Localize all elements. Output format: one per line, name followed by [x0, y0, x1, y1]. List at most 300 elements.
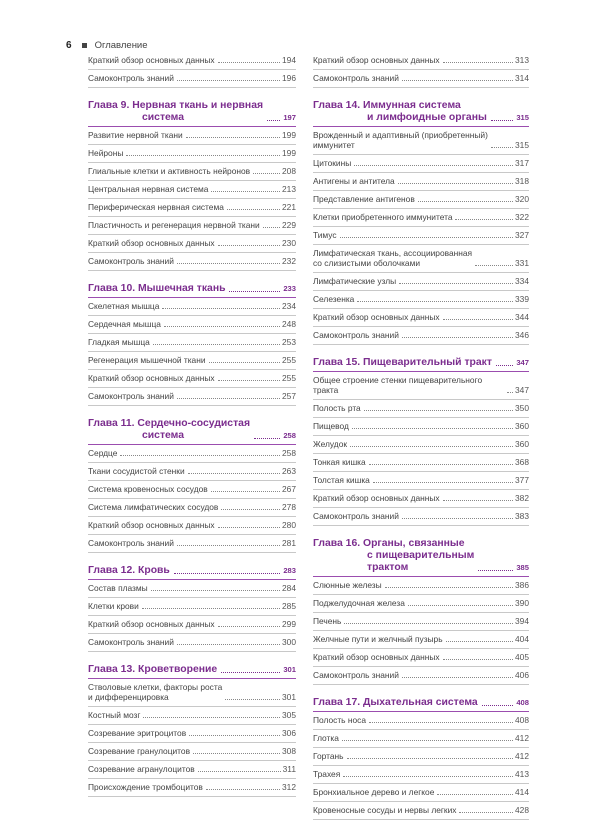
toc-entry-title: Нейроны	[88, 148, 124, 158]
dot-leader	[478, 570, 513, 571]
toc-entry[interactable]	[313, 372, 529, 400]
toc-entry-title: Самоконтроль знаний	[88, 637, 174, 647]
dot-leader	[253, 173, 280, 174]
toc-entry[interactable]	[313, 209, 529, 227]
toc-entry[interactable]	[313, 327, 529, 345]
page-ref: 213	[282, 184, 296, 194]
dot-leader	[402, 518, 513, 519]
dot-leader	[174, 573, 281, 574]
toc-entry-title: Центральная нервная система	[88, 184, 209, 194]
toc-entry[interactable]	[313, 631, 529, 649]
toc-entry[interactable]	[313, 52, 529, 70]
toc-entry-title: Пластичность и регенерация нервной ткани	[88, 220, 260, 230]
dot-leader	[408, 605, 513, 606]
page-ref: 255	[282, 355, 296, 365]
toc-entry[interactable]	[88, 743, 296, 761]
toc-entry-title: Лимфатические узлы	[313, 276, 397, 286]
toc-entry[interactable]	[313, 191, 529, 209]
chapter-title	[88, 100, 263, 124]
toc-entry-title: Желчные пути и желчный пузырь	[313, 634, 443, 644]
dot-leader	[153, 344, 280, 345]
toc-entry[interactable]	[88, 181, 296, 199]
toc-entry[interactable]	[313, 400, 529, 418]
toc-entry-title: Развитие нервной ткани	[88, 130, 183, 140]
dot-leader	[198, 771, 281, 772]
toc-entry-title: Цитокины	[313, 158, 352, 168]
dot-leader	[369, 722, 513, 723]
page-ref: 314	[515, 73, 529, 83]
toc-entry-title: Краткий обзор основных данных	[88, 373, 215, 383]
toc-entry-title: Клетки приобретенного иммунитета	[313, 212, 453, 222]
dot-leader	[267, 120, 280, 121]
page-ref: 267	[282, 484, 296, 494]
toc-entry[interactable]	[88, 779, 296, 797]
page-ref: 331	[515, 258, 529, 268]
dot-leader	[398, 183, 513, 184]
dot-leader	[177, 398, 280, 399]
page-ref: 368	[515, 457, 529, 467]
toc-entry-title: Слюнные железы	[313, 580, 382, 590]
page-ref: 311	[282, 764, 296, 774]
chapter-title-line: Глава 10. Мышечная ткань	[88, 283, 226, 294]
toc-entry[interactable]	[313, 490, 529, 508]
toc-entry-title: Краткий обзор основных данных	[313, 652, 440, 662]
chapter-title-line: Глава 11. Сердечно-сосудистая	[88, 418, 251, 429]
dot-leader	[209, 362, 281, 363]
toc-entry[interactable]	[88, 316, 296, 334]
toc-entry[interactable]	[313, 802, 529, 820]
toc-entry-title: Краткий обзор основных данных	[313, 493, 440, 503]
chapter-title-line: система	[142, 112, 185, 123]
dot-leader	[491, 147, 513, 148]
toc-entry-title: Краткий обзор основных данных	[88, 55, 215, 65]
page-ref: 258	[282, 448, 296, 458]
chapter-title	[313, 538, 474, 574]
dot-leader	[218, 626, 280, 627]
toc-entry[interactable]	[313, 508, 529, 526]
toc-entry[interactable]	[88, 235, 296, 253]
toc-entry-title: Стволовые клетки, факторы роста и дифференцировка	[88, 682, 223, 702]
page-ref: 233	[283, 284, 296, 293]
dot-leader	[218, 527, 280, 528]
page-ref: 305	[282, 710, 296, 720]
toc-entry-title: Гортань	[313, 751, 344, 761]
toc-entry-title: Антигены и антитела	[313, 176, 395, 186]
page-ref: 230	[282, 238, 296, 248]
page-header	[66, 40, 148, 51]
chapter-heading[interactable]	[313, 538, 529, 577]
toc-entry-title: Сердечная мышца	[88, 319, 161, 329]
toc-entry-title: Общее строение стенки пищеварительного тракта	[313, 375, 483, 395]
page-ref: 248	[282, 319, 296, 329]
toc-entry-title: Трахея	[313, 769, 341, 779]
toc-entry-title: Сердце	[88, 448, 118, 458]
toc-entry[interactable]	[88, 634, 296, 652]
toc-entry-title: Тимус	[313, 230, 337, 240]
toc-entry[interactable]	[88, 145, 296, 163]
dot-leader	[229, 291, 280, 292]
toc-entry[interactable]	[88, 679, 296, 707]
dot-leader	[218, 245, 280, 246]
toc-entry[interactable]	[313, 245, 529, 273]
toc-entry-title: Толстая кишка	[313, 475, 370, 485]
toc-entry-title: Краткий обзор основных данных	[313, 55, 440, 65]
toc-entry[interactable]	[88, 580, 296, 598]
chapter-heading[interactable]	[313, 697, 529, 712]
page-ref: 318	[515, 176, 529, 186]
toc-entry[interactable]	[313, 309, 529, 327]
toc-entry[interactable]	[88, 481, 296, 499]
page-ref: 278	[282, 502, 296, 512]
page-ref: 255	[282, 373, 296, 383]
page-ref: 317	[515, 158, 529, 168]
toc-entry[interactable]	[313, 577, 529, 595]
page-ref: 308	[282, 746, 296, 756]
toc-entry-title: Самоконтроль знаний	[88, 73, 174, 83]
dot-leader	[402, 80, 513, 81]
page-ref: 194	[282, 55, 296, 65]
page-ref: 412	[515, 751, 529, 761]
page-ref: 382	[515, 493, 529, 503]
toc-entry[interactable]	[313, 273, 529, 291]
page-ref: 234	[282, 301, 296, 311]
page-ref: 263	[282, 466, 296, 476]
dot-leader	[459, 812, 513, 813]
page-ref: 232	[282, 256, 296, 266]
page-ref: 346	[515, 330, 529, 340]
dot-leader	[227, 209, 280, 210]
dot-leader	[218, 380, 280, 381]
page-ref: 408	[515, 715, 529, 725]
page-ref: 344	[515, 312, 529, 322]
toc-entry-title: Представление антигенов	[313, 194, 415, 204]
chapter-title-line: трактом	[367, 562, 409, 573]
toc-entry[interactable]	[88, 463, 296, 481]
page-ref: 406	[515, 670, 529, 680]
chapter-title-line: Глава 13. Кроветворение	[88, 664, 218, 675]
toc-entry[interactable]	[88, 707, 296, 725]
toc-entry[interactable]	[88, 370, 296, 388]
toc-entry-title: Созревание гранулоцитов	[88, 746, 191, 756]
dot-leader	[218, 62, 280, 63]
dot-leader	[342, 740, 513, 741]
dot-leader	[206, 789, 280, 790]
page-ref: 300	[282, 637, 296, 647]
dot-leader	[344, 623, 513, 624]
toc-entry-title: Самоконтроль знаний	[88, 538, 174, 548]
toc-entry[interactable]	[313, 613, 529, 631]
dot-leader	[151, 590, 280, 591]
page-ref: 199	[282, 148, 296, 158]
page-ref: 339	[515, 294, 529, 304]
dot-leader	[177, 80, 280, 81]
page-ref: 386	[515, 580, 529, 590]
toc-entry-title: Гладкая мышца	[88, 337, 150, 347]
page-ref: 334	[515, 276, 529, 286]
toc-entry-title: Ткани сосудистой стенки	[88, 466, 185, 476]
toc-entry-title: Бронхиальное дерево и легкое	[313, 787, 435, 797]
page-ref: 322	[515, 212, 529, 222]
page-ref: 208	[282, 166, 296, 176]
toc-entry[interactable]	[313, 730, 529, 748]
toc-entry[interactable]	[313, 784, 529, 802]
dot-leader	[177, 545, 280, 546]
dot-leader	[186, 137, 280, 138]
chapter-title-line: система	[142, 430, 185, 441]
dot-leader	[369, 464, 513, 465]
toc-entry-title: Самоконтроль знаний	[313, 670, 399, 680]
toc-entry[interactable]	[313, 712, 529, 730]
toc-entry[interactable]	[313, 748, 529, 766]
chapter-title	[313, 697, 478, 709]
chapter-title-line: Глава 17. Дыхательная система	[313, 697, 478, 708]
dot-leader	[211, 191, 280, 192]
page-ref: 360	[515, 421, 529, 431]
page-ref: 394	[515, 616, 529, 626]
dot-leader	[189, 735, 280, 736]
page-ref: 327	[515, 230, 529, 240]
toc-entry-title: Краткий обзор основных данных	[313, 312, 440, 322]
toc-entry-title: Глотка	[313, 733, 339, 743]
toc-entry[interactable]	[88, 499, 296, 517]
toc-entry-title: Созревание агранулоцитов	[88, 764, 195, 774]
page-ref: 414	[515, 787, 529, 797]
toc-entry[interactable]	[88, 517, 296, 535]
page-ref: 283	[283, 566, 296, 575]
toc-entry-title: Самоконтроль знаний	[313, 73, 399, 83]
toc-entry[interactable]	[88, 616, 296, 634]
dot-leader	[402, 677, 513, 678]
dot-leader	[193, 753, 280, 754]
dot-leader	[340, 237, 513, 238]
dot-leader	[263, 227, 280, 228]
toc-entry[interactable]	[88, 334, 296, 352]
toc-entry-title: Самоконтроль знаний	[313, 511, 399, 521]
chapter-heading[interactable]	[88, 283, 296, 298]
page-ref: 377	[515, 475, 529, 485]
dot-leader	[507, 392, 513, 393]
page-ref: 306	[282, 728, 296, 738]
dot-leader	[443, 659, 513, 660]
page-ref: 404	[515, 634, 529, 644]
toc-column-right	[313, 52, 529, 820]
toc-entry-title: Самоконтроль знаний	[88, 256, 174, 266]
chapter-heading[interactable]	[313, 100, 529, 127]
chapter-heading[interactable]	[88, 418, 296, 445]
toc-entry[interactable]	[313, 436, 529, 454]
chapter-heading[interactable]	[88, 100, 296, 127]
page-ref: 253	[282, 337, 296, 347]
chapter-title-line: и лимфоидные органы	[367, 112, 487, 123]
toc-entry[interactable]	[88, 163, 296, 181]
dot-leader	[418, 201, 513, 202]
toc-entry-title: Полость рта	[313, 403, 361, 413]
page-ref: 412	[515, 733, 529, 743]
dot-leader	[177, 263, 280, 264]
toc-column-left	[88, 52, 296, 797]
page-ref: 428	[515, 805, 529, 815]
dot-leader	[364, 410, 513, 411]
chapter-title	[88, 565, 170, 577]
page-ref: 315	[516, 113, 529, 122]
toc-entry[interactable]	[88, 70, 296, 88]
toc-entry[interactable]	[313, 70, 529, 88]
toc-entry[interactable]	[313, 766, 529, 784]
chapter-title-line: Глава 9. Нервная ткань и нервная	[88, 100, 264, 111]
toc-entry[interactable]	[88, 52, 296, 70]
chapter-title	[88, 418, 250, 442]
toc-entry[interactable]	[313, 173, 529, 191]
toc-entry[interactable]	[88, 352, 296, 370]
toc-entry[interactable]	[313, 595, 529, 613]
toc-entry[interactable]	[88, 298, 296, 316]
toc-entry-title: Селезенка	[313, 294, 355, 304]
toc-entry-title: Скелетная мышца	[88, 301, 160, 311]
page-ref: 347	[515, 385, 529, 395]
page-ref: 299	[282, 619, 296, 629]
toc-entry[interactable]	[88, 445, 296, 463]
page-ref: 408	[516, 698, 529, 707]
page-ref: 280	[282, 520, 296, 530]
dot-leader	[354, 165, 513, 166]
dot-leader	[221, 509, 280, 510]
toc-entry-title: Глиальные клетки и активность нейронов	[88, 166, 251, 176]
chapter-title	[88, 664, 217, 676]
dot-leader	[443, 500, 513, 501]
toc-entry[interactable]	[313, 227, 529, 245]
toc-entry[interactable]	[88, 199, 296, 217]
page-ref: 284	[282, 583, 296, 593]
page-ref: 405	[515, 652, 529, 662]
dot-leader	[164, 326, 280, 327]
page-ref: 413	[515, 769, 529, 779]
toc-entry-title: Кровеносные сосуды и нервы легких	[313, 805, 457, 815]
toc-entry-title: Поджелудочная железа	[313, 598, 405, 608]
page-ref: 390	[515, 598, 529, 608]
toc-entry-title: Пищевод	[313, 421, 349, 431]
dot-leader	[225, 699, 280, 700]
toc-entry-title: Врожденный и адаптивный (приобретенный) иммунитет	[313, 130, 488, 150]
page-ref: 285	[282, 601, 296, 611]
chapter-title	[88, 283, 225, 295]
dot-leader	[211, 491, 280, 492]
dot-leader	[399, 283, 513, 284]
toc-entry[interactable]	[313, 291, 529, 309]
page-number: 6	[66, 40, 72, 51]
toc-entry-title: Краткий обзор основных данных	[88, 238, 215, 248]
dot-leader	[120, 455, 280, 456]
dot-leader	[254, 438, 280, 439]
header-title: Оглавление	[94, 40, 148, 51]
dot-leader	[126, 155, 280, 156]
toc-entry-title: Самоконтроль знаний	[88, 391, 174, 401]
dot-leader	[482, 705, 514, 706]
toc-entry-title: Лимфатическая ткань, ассоциированная со слизистыми оболочками	[313, 248, 473, 268]
toc-entry[interactable]	[88, 127, 296, 145]
toc-entry-title: Самоконтроль знаний	[313, 330, 399, 340]
chapter-heading[interactable]	[88, 664, 296, 679]
chapter-title-line: Глава 12. Кровь	[88, 565, 170, 576]
toc-entry-title: Полость носа	[313, 715, 366, 725]
page-ref: 315	[515, 140, 529, 150]
dot-leader	[221, 672, 280, 673]
page-ref: 313	[515, 55, 529, 65]
toc-entry-title: Краткий обзор основных данных	[88, 619, 215, 629]
toc-entry[interactable]	[88, 388, 296, 406]
dot-leader	[162, 308, 280, 309]
toc-entry[interactable]	[313, 418, 529, 436]
toc-entry[interactable]	[313, 155, 529, 173]
toc-entry[interactable]	[88, 217, 296, 235]
dot-leader	[357, 301, 513, 302]
dot-leader	[373, 482, 513, 483]
chapter-heading[interactable]	[313, 357, 529, 372]
page-ref: 360	[515, 439, 529, 449]
toc-entry-title: Система кровеносных сосудов	[88, 484, 208, 494]
dot-leader	[491, 120, 513, 121]
toc-entry-title: Происхождение тромбоцитов	[88, 782, 203, 792]
toc-entry-title: Состав плазмы	[88, 583, 148, 593]
toc-entry[interactable]	[313, 127, 529, 155]
dot-leader	[343, 776, 513, 777]
toc-entry[interactable]	[313, 454, 529, 472]
dot-leader	[446, 641, 513, 642]
page-ref: 221	[282, 202, 296, 212]
toc-entry[interactable]	[313, 649, 529, 667]
page-ref: 350	[515, 403, 529, 413]
dot-leader	[142, 608, 280, 609]
toc-entry[interactable]	[313, 667, 529, 685]
chapter-title-line: Глава 16. Органы, связанные	[313, 538, 465, 549]
page-ref: 257	[282, 391, 296, 401]
page-ref: 320	[515, 194, 529, 204]
chapter-title-line: Глава 14. Иммунная система	[313, 100, 461, 111]
chapter-title	[313, 100, 487, 124]
dot-leader	[437, 794, 513, 795]
toc-entry[interactable]	[88, 253, 296, 271]
toc-entry[interactable]	[88, 761, 296, 779]
toc-entry[interactable]	[88, 725, 296, 743]
square-bullet-icon	[82, 43, 87, 48]
page-ref: 383	[515, 511, 529, 521]
toc-entry-title: Система лимфатических сосудов	[88, 502, 219, 512]
dot-leader	[347, 758, 514, 759]
chapter-title-line: с пищеварительным	[367, 550, 475, 561]
dot-leader	[385, 587, 513, 588]
toc-entry[interactable]	[88, 598, 296, 616]
toc-entry-title: Тонкая кишка	[313, 457, 366, 467]
dot-leader	[496, 365, 513, 366]
page-ref: 229	[282, 220, 296, 230]
toc-entry-title: Костный мозг	[88, 710, 141, 720]
dot-leader	[177, 644, 280, 645]
page-ref: 258	[283, 431, 296, 440]
toc-entry-title: Желудок	[313, 439, 348, 449]
toc-entry[interactable]	[313, 472, 529, 490]
toc-entry-title: Созревание эритроцитов	[88, 728, 187, 738]
page-ref: 197	[283, 113, 296, 122]
page-ref: 196	[282, 73, 296, 83]
page-ref: 312	[282, 782, 296, 792]
chapter-heading[interactable]	[88, 565, 296, 580]
page-ref: 385	[516, 563, 529, 572]
dot-leader	[475, 265, 513, 266]
toc-entry-title: Клетки крови	[88, 601, 139, 611]
page-ref: 281	[282, 538, 296, 548]
toc-entry[interactable]	[88, 535, 296, 553]
page-ref: 199	[282, 130, 296, 140]
page-ref: 301	[282, 692, 296, 702]
